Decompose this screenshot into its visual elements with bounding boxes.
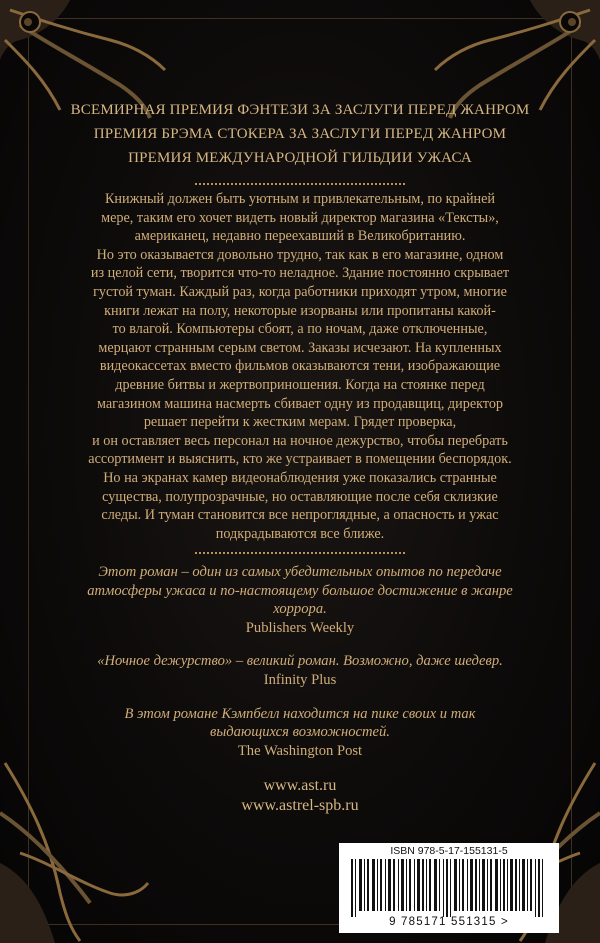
review-text: «Ночное дежурство» – великий роман. Возможно, даже шедевр. [97, 653, 503, 670]
review-text: выдающихся возможностей. [210, 724, 390, 741]
review-quotes [50, 563, 550, 775]
blurb-line: Книжный должен быть уютным и привлекательным, по крайней [104, 191, 496, 207]
barcode-bars [351, 859, 547, 917]
awards-list [40, 98, 560, 170]
isbn-label: ISBN 978-5-17-155131-5 [390, 845, 508, 857]
publisher-url-link[interactable]: www.ast.ru [263, 777, 337, 794]
review-source: The Washington Post [237, 742, 363, 759]
dotted-divider-top [195, 183, 405, 185]
award-line: ПРЕМИЯ МЕЖДУНАРОДНОЙ ГИЛЬДИИ УЖАСА [128, 150, 472, 166]
blurb-line: американец, недавно переехавший в Великобританию. [134, 228, 466, 245]
blurb-line: Но на экранах камер видеонаблюдения уже показались странные [103, 469, 497, 486]
award-line: ВСЕМИРНАЯ ПРЕМИЯ ФЭНТЕЗИ ЗА ЗАСЛУГИ ПЕРЕД ЖАНРОМ [70, 102, 530, 118]
review-quote [50, 705, 550, 761]
blurb-line: решает перейти к жестким мерам. Грядет проверка, [143, 414, 457, 431]
blurb-line: следы. И туман становится все непроглядные, а опасность и ужас [101, 507, 499, 524]
blurb-line: мерцают странным серым светом. Заказы исчезают. На купленных [98, 339, 502, 356]
dotted-divider-bottom [195, 552, 405, 554]
blurb-line: из целой сети, творится что-то неладное. Здание постоянно скрывает [90, 265, 510, 282]
blurb-line: мере, таким его хочет видеть новый директор магазина «Тексты», [101, 209, 499, 226]
blurb-line: существа, полупрозрачные, но оставляющие после себя склизкие [102, 488, 498, 505]
review-source: Infinity Plus [263, 671, 337, 688]
isbn-barcode [339, 843, 559, 933]
publisher-urls [150, 776, 450, 816]
publisher-url-link[interactable]: www.astrel-spb.ru [241, 797, 359, 814]
blurb-line: Но это оказывается довольно трудно, так как в его магазине, одном [96, 246, 504, 263]
review-text: В этом романе Кэмпбелл находится на пике своих и так [124, 705, 476, 722]
review-quote [50, 652, 550, 689]
book-blurb [62, 190, 538, 543]
blurb-line: и он оставляет весь персонал на ночное дежурство, чтобы перебрать [92, 432, 508, 449]
blurb-line: густой туман. Каждый раз, когда работники приходят утром, многие [93, 283, 507, 300]
blurb-line: магазином машина насмерть сбивает одну из продавщиц, директор [96, 395, 504, 412]
review-text: атмосферы ужаса и по-настоящему большое достижение в жанре [87, 582, 513, 599]
award-line: ПРЕМИЯ БРЭМА СТОКЕРА ЗА ЗАСЛУГИ ПЕРЕД ЖАНРОМ [93, 126, 507, 142]
review-quote [50, 563, 550, 637]
blurb-line: ассортимент и выяснить, кто же устраивает в помещении беспорядок. [88, 451, 512, 468]
review-text: Этот роман – один из самых убедительных опытов по передаче [98, 564, 502, 580]
review-text: хоррора. [273, 601, 327, 618]
blurb-line: древние битвы и жертвоприношения. Когда на стоянке перед [115, 376, 485, 393]
blurb-line: видеокассетах вместо фильмов оказываются тени, изображающие [99, 358, 501, 375]
blurb-line: подкрадываются все ближе. [215, 525, 385, 542]
review-source: Publishers Weekly [245, 619, 355, 636]
barcode-digits: 9 785171 551315 > [389, 916, 509, 928]
blurb-line: книги лежат на полу, некоторые изорваны или пропитаны какой- [104, 302, 496, 319]
blurb-line: то влагой. Компьютеры сбоят, а по ночам, даже отключенные, [112, 321, 488, 338]
